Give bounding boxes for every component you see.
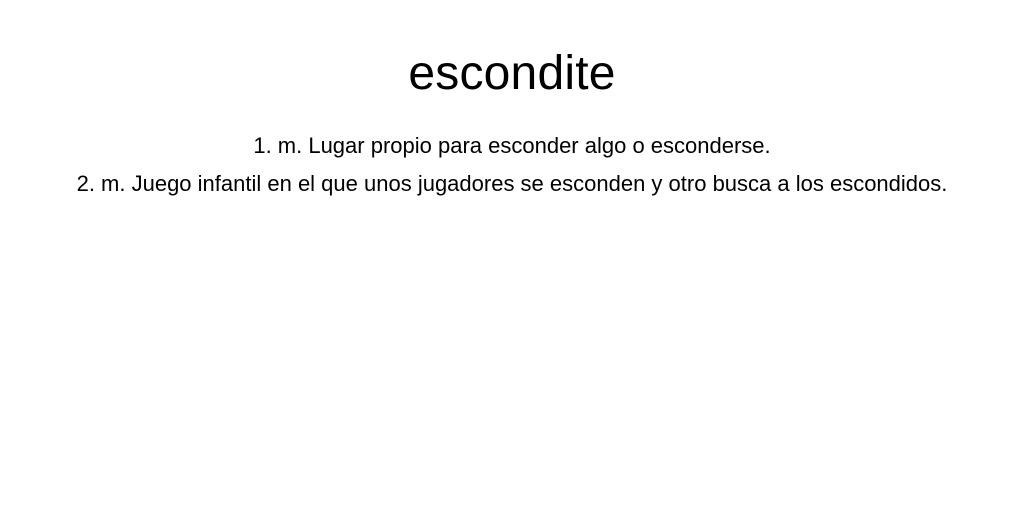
definition-list — [70, 127, 954, 203]
definition-item: 2. m. Juego infantil en el que unos jugadores se esconden y otro busca a los escondidos. — [76, 171, 948, 196]
definition-item: 1. m. Lugar propio para esconder algo o esconderse. — [253, 133, 771, 158]
headword: escondite — [408, 47, 616, 100]
